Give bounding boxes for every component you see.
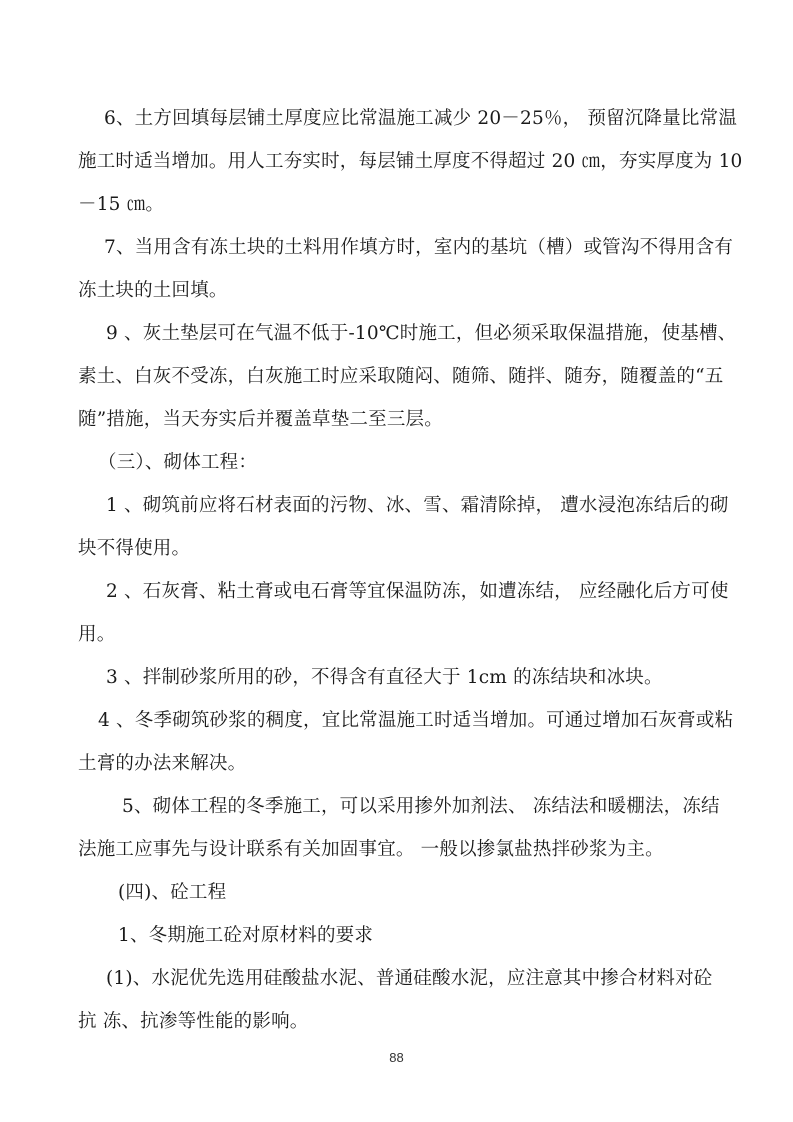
text-line: 9 、灰土垫层可在气温不低于-10℃时施工，但必须采取保温措施，使基槽、 — [106, 323, 737, 344]
text-line: 5、砌体工程的冬季施工，可以采用掺外加剂法、 冻结法和暖棚法，冻结 — [122, 796, 720, 817]
text-line: 2 、石灰膏、粘土膏或电石膏等宜保温防冻，如遭冻结， 应经融化后方可使 — [106, 581, 729, 602]
text-line: 随”措施，当天夯实后并覆盖草垫二至三层。 — [78, 409, 443, 430]
text-line: (1)、水泥优先选用硅酸盐水泥、普通硅酸水泥，应注意其中掺合材料对砼 — [106, 968, 713, 989]
text-line: 施工时适当增加。用人工夯实时，每层铺土厚度不得超过 20 ㎝，夯实厚度为 10 — [78, 151, 743, 172]
text-line: 抗 冻、抗渗等性能的影响。 — [78, 1011, 309, 1032]
text-line: 4 、冬季砌筑砂浆的稠度，宜比常温施工时适当增加。可通过增加石灰膏或粘 — [98, 710, 734, 731]
text-line: 土膏的办法来解决。 — [78, 753, 247, 774]
text-line: 3 、拌制砂浆所用的砂，不得含有直径大于 1cm 的冻结块和冰块。 — [106, 667, 663, 688]
text-line: 法施工应事先与设计联系有关加固事宜。 一般以掺氯盐热拌砂浆为主。 — [78, 839, 664, 860]
text-line: 1、冬期施工砼对原材料的要求 — [118, 925, 374, 946]
text-line: 1 、砌筑前应将石材表面的污物、冰、雪、霜清除掉， 遭水浸泡冻结后的砌 — [106, 495, 729, 516]
text-line: 冻土块的土回填。 — [78, 280, 228, 301]
text-line: 用。 — [78, 624, 116, 645]
text-line: －15 ㎝。 — [78, 194, 165, 215]
section-heading: （三）、砌体工程： — [98, 452, 258, 473]
section-heading: (四)、砼工程 — [118, 882, 227, 903]
page-number: 88 — [389, 1050, 404, 1065]
text-line: 素土、白灰不受冻，白灰施工时应采取随闷、随筛、随拌、随夯，随覆盖的“五 — [78, 366, 724, 387]
text-line: 6、土方回填每层铺土厚度应比常温施工减少 20－25％， 预留沉降量比常温 — [104, 108, 738, 129]
text-line: 7、当用含有冻土块的土料用作填方时，室内的基坑（槽）或管沟不得用含有 — [104, 237, 734, 258]
text-line: 块不得使用。 — [78, 538, 191, 559]
